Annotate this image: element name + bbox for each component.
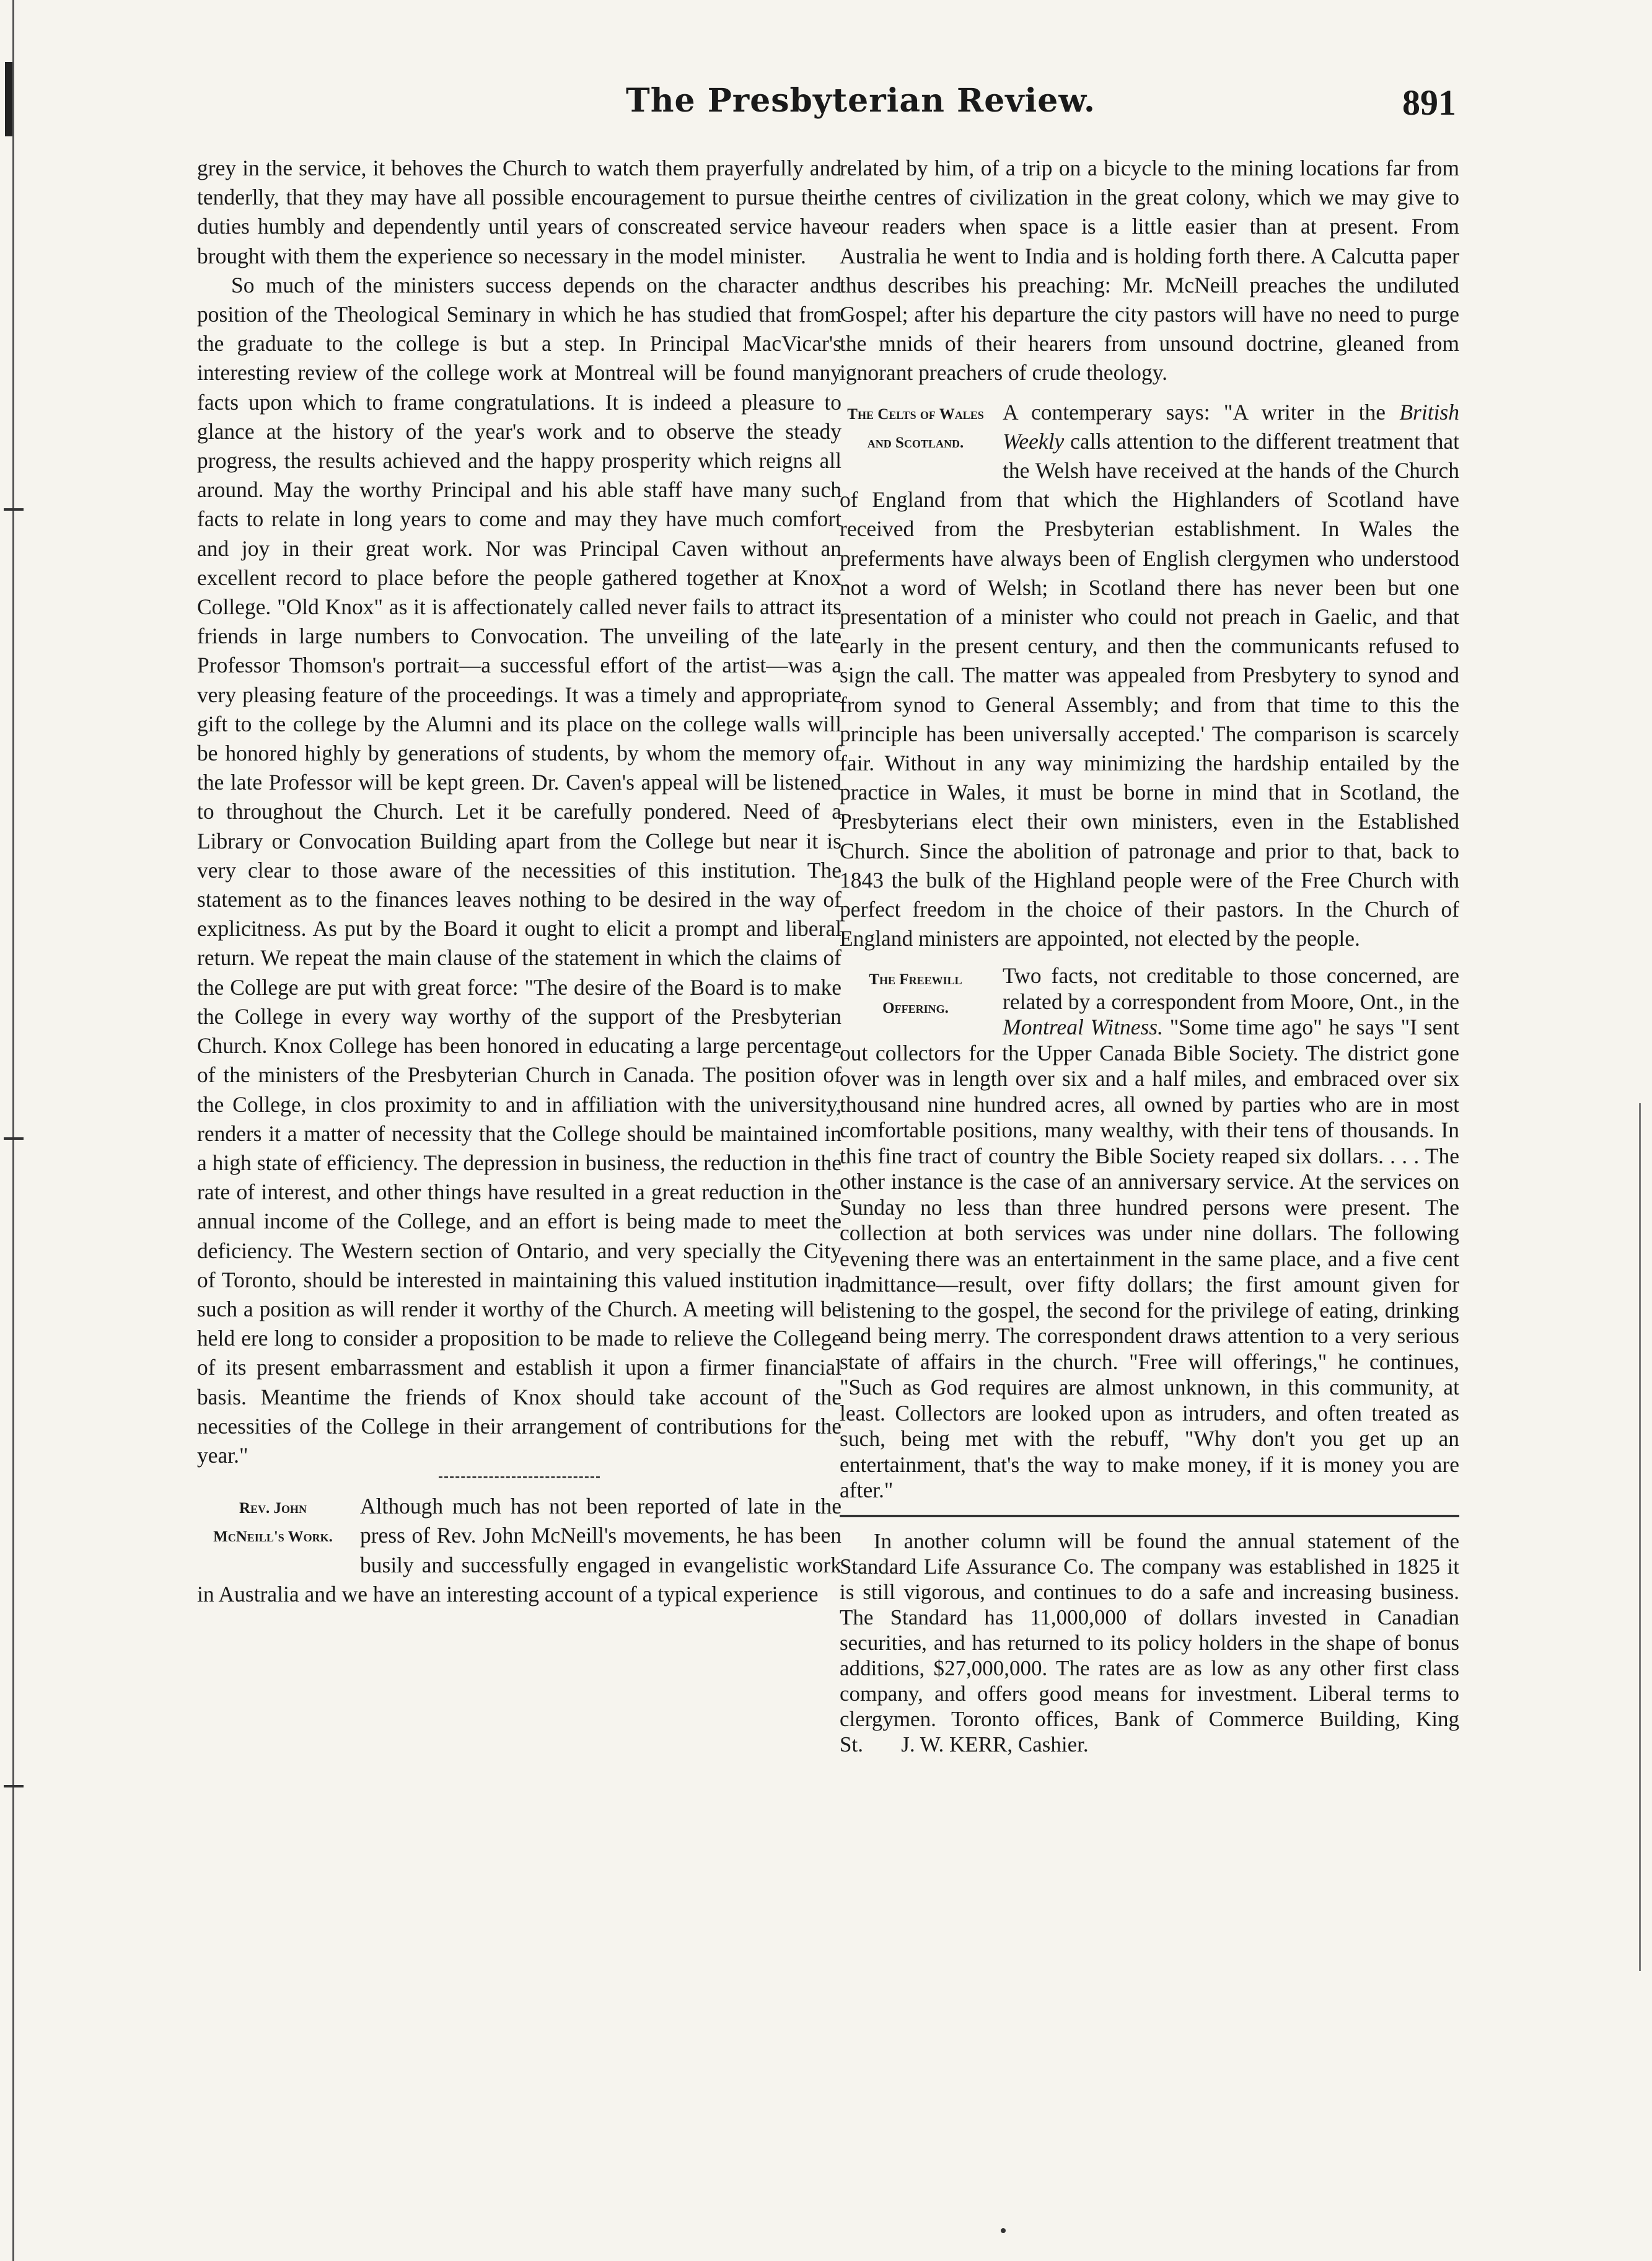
section-heading-line: Offering. [882,1000,949,1017]
left-margin-tick [4,508,24,511]
left-margin-tick [4,1137,24,1140]
publication-name: Montreal Witness. [1003,1015,1163,1040]
insurance-notice [840,1528,1459,1757]
left-margin-rule [12,0,14,2261]
mcneill-section [197,1492,841,1609]
page-number: 891 [1402,82,1456,123]
section-text: Although much has not been reported of late in the press of Rev. John McNeill's movements, he has been busily and successfully engaged in evangelistic work in Australia and we have an interesting account of a typical experience [197,1494,841,1606]
section-heading-line: Rev. John [239,1500,307,1517]
celts-section [840,398,1459,954]
print-speck [1001,2228,1006,2233]
section-text [840,398,1459,954]
paragraph: So much of the ministers success depends on the character and position of the Theological Seminary in which he has studied that from the graduate to the college is but a step. In Principal MacVicar's interesting review of the college work at Montreal will be found many facts upon which to frame congratulations. It is indeed a pleasure to glance at the history of the year's work and to observe the steady progress, the results achieved and the happy prosperity which reigns all around. May the worthy Principal and his able staff have many such facts to relate in long years to come and may they have much comfort and joy in their great work. Nor was Principal Caven without an excellent record to place before the people gathered together at Knox College. "Old Knox" as it is affectionately called never fails to attract its friends in large numbers to Convocation. The unveiling of the late Professor Thomson's portrait—a successful effort of the artist—was a very pleasing feature of the proceedings. It was a timely and appropriate gift to the college by the Alumni and its place on the college walls will be honored highly by generations of students, by whom the memory of the late Professor will be kept green. Dr. Caven's appeal will be listened to throughout the Church. Let it be carefully pondered. Need of a Library or Convocation Building apart from the College but near it is very clear to those aware of the necessities of this institution. The statement as to the finances leaves nothing to be desired in the way of explicitness. As put by the Board it ought to elicit a prompt and liberal return. We repeat the main clause of the statement in which the claims of the College are put with great force: "The desire of the Board is to make the College in every way worthy of the support of the Presbyterian Church. Knox College has been honored in educating a large percentage of the ministers of the Presbyterian Church in Canada. The position of the College, in clos proximity to and in affiliation with the university, renders it a matter of necessity that the College should be maintained in a high state of efficiency. The depression in business, the reduction in the rate of interest, and other things have resulted in a great reduction in the annual income of the College, and an effort is being made to meet the deficiency. The Western section of Ontario, and very specially the City of Toronto, should be interested in maintaining this valued institution in such a position as will render it worthy of the Church. A meeting will be held ere long to consider a proposition to be made to relieve the College of its present embarrassment and establish it upon a firmer financial basis. Meantime the friends of Knox should take account of the necessities of the College in their arrangement of contributions for the year." [197,272,841,1468]
right-margin-rule [1639,1103,1641,1971]
section-heading-line: McNeill's Work. [213,1528,333,1546]
left-margin-tick [4,1785,24,1787]
text-run: "Some time ago" he says "I sent out collectors for the Upper Canada Bible Society. The district gone over was in length over six and a half miles, and embraced over six thousand nine hundred acres, all owned by parties who are in most comfortable positions, many wealthy, with their tens of thousands. In this fine tract of country the Bible Society reaped six dollars. . . . The other instance is the case of an anniversary service. At the services on Sunday no less than three hundred persons were present. The collection at both services was under nine dollars. The following evening there was an entertainment in the same place, and a five cent admittance—result, over fifty dollars; the first amount given for listening to the gospel, the second for the privilege of eating, drinking and being merry. The correspondent draws attention to a very serious state of affairs in the church. "Free will offerings," he continues, "Such as God requires are almost unknown, in this community, at least. Collectors are looked upon as intruders, and often treated as such, being met with the rebuff, "Why don't you get up an entertainment, that's the way to make money, if it is money you are after." [840,1015,1459,1503]
text-run: In another column will be found the annual statement of the Standard Life Assurance Co. The company was established in 1825 it is still vigorous, and continues to do a safe and increasing business. The Standard has 11,000,000 of dollars invested in Canadian securities, and has returned to its policy holders in the shape of bonus additions, $27,000,000. The rates are as low as any other first class company, and offers good means for investment. Liberal terms to clergymen. Toronto offices, Bank of Commerce Building, King St. [840,1528,1459,1756]
section-heading [840,400,991,457]
text-run: A contemperary says: "A writer in the [1003,399,1400,425]
section-heading-line: and Scotland. [867,434,964,451]
notice-signature: J. W. KERR, Cashier. [901,1732,1089,1756]
section-text [840,963,1459,1504]
section-heading [197,1494,349,1551]
text-run: Two facts, not creditable to those concerned, are related by a correspondent from Moore, Ont., in the [1003,963,1459,1014]
section-divider [439,1476,600,1478]
paragraph: grey in the service, it behoves the Church to watch them prayerfully and tenderlly, that they may have all possible encouragement to pursue their duties humbly and dependently until years of conscreated service have brought with them the experience so necessary in the model minister. [197,156,841,268]
paragraph: related by him, of a trip on a bicycle to the mining locations far from the centres of civilization in the great colony, which we may give to our readers when space is a little easier than at present. From Australia he went to India and is holding forth there. A Calcutta paper thus describes his preaching: Mr. McNeill preaches the undiluted Gospel; after his departure the city pastors will have no need to purge the mnids of their hearers from unsound doctrine, gleaned from ignorant preachers of crude theology. [840,156,1459,386]
text-run: calls attention to the different treatment that the Welsh have received at the hands of the Church of England from that which the Highlanders of Scotland have received from the Presbyterian establishment. In Wales the preferments have always been of English clergymen who understood not a word of Welsh; in Scotland there has never been but one presentation of a minister who could not preach in Gaelic, and that early in the present century, and then the communicants refused to sign the call. The matter was appealed from Presbytery to synod and from synod to General Assembly; and from that time to this the principle has been universally accepted.' The comparison is scarcely fair. Without in any way minimizing the hardship entailed by the practice in Wales, it must be borne in mind that in Scotland, the Presbyterians elect their own ministers, even in the Established Church. Since the abolition of patronage and prior to that, back to 1843 the bulk of the Highland people were of the Free Church with perfect freedom in the choice of their pastors. In the Church of England ministers are appointed, not elected by the people. [840,428,1459,951]
section-heading [840,966,991,1023]
right-column [840,154,1459,1757]
section-heading-line: The Freewill [869,971,962,989]
page-header [198,82,1456,131]
section-divider [840,1515,1459,1517]
notice-text [840,1528,1459,1757]
left-column [197,154,841,1609]
section-heading-line: The Celts of Wales [847,405,984,423]
journal-title: The Presbyterian Review. [626,82,1096,120]
publication-name: British Weekly [1003,399,1459,454]
freewill-section [840,963,1459,1504]
